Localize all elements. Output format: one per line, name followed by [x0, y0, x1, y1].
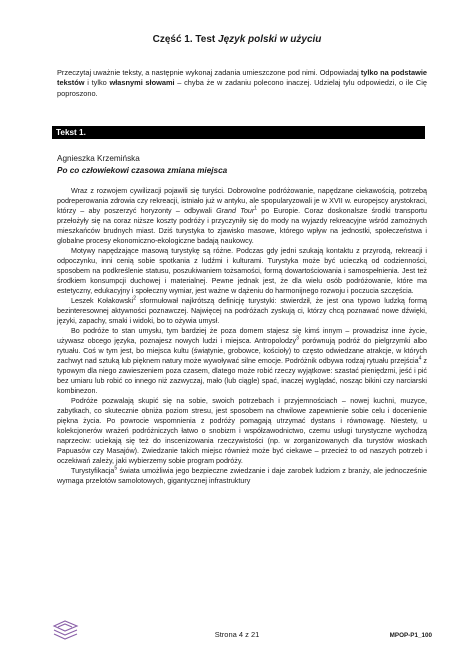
page-title — [0, 34, 474, 45]
page-number: Strona 4 z 21 — [214, 630, 260, 639]
paragraph-text: Podróże pozwalają skupić się na sobie, swoich potrzebach i przyjemnościach – nowej kuchni, muzyce, zabytkach, co skutecznie obniża poziom stresu, jest sposobem na chwilowe zapewnienie sobie celu i docenienie piękna życia. Po powrocie wspomnienia z podróży pomagają utrzymać dystans i równowagę. Niestety, u kolekcjonerów wrażeń podróżniczych łatwo o snobizm i współzawodnictwo, czemu usługi turystyczne wychodzą naprzeciw: uciekają się też do inscenizowania rzeczywistości (np. w zorganizowanych dla turystów wioskach Papuasów czy Masajów). Zwiedzanie takich miejsc również może być ciekawe – przecież to od naszych potrzeb i oczekiwań zależy, jaki wybierzemy sobie program podróży. — [57, 397, 427, 465]
paragraph-text: Bo podróże to stan umysłu, tym bardziej że poza domem stajesz się kimś innym – prowadzisz inne życie, używasz obcego języka, poznajesz nowych ludzi i miejsca. Antropolodzy — [57, 327, 427, 345]
paragraph — [57, 296, 427, 326]
footnote-ref: 5 — [114, 465, 118, 472]
paragraph — [57, 246, 427, 296]
footnote-ref: 2 — [133, 295, 136, 302]
title-part: Część 1. Test — [152, 34, 219, 45]
paragraph-text: sformułował najkrótszą definicję turystyki: stwierdził, że jest ona typowo ludzką formą bezinteresownej aktywności poznawczej. Najwięcej na podróżach zyskują ci, którzy chcą poznawać nowe dźwięki, języki, zapachy, smaki i widoki, bo to ożywia umysł. — [57, 297, 427, 325]
paragraph-text: z typowym dla niego zawieszeniem poza czasem, dlatego może robić rzeczy wyjątkowe: szastać pieniędzmi, jeść i pić bez umiaru lub robić co innego niż zazwyczaj, mało (lub ciągle) spać, inaczej wyglądać, nosząc bikini czy narciarski kombinezon. — [57, 357, 427, 395]
paragraph-text: po Europie. Coraz doskonalsze środki transportu przełożyły się na coraz niższe koszty podróży i przyczyniły się do mody na wyjazdy rekreacyjne wśród zamożnych mieszkańców brudnych miast. Dziś turystyka to zjawisko masowe, którego wpływ na jednostki, społeczeństwa i globalne procesy ekonomiczno-ekologiczne badają naukowcy. — [57, 207, 427, 245]
paragraph — [57, 326, 427, 396]
instructions-bold: tylko na podstawie tekstów — [57, 68, 427, 88]
footnote-ref: 4 — [418, 355, 422, 362]
article-body — [57, 186, 427, 486]
paragraph — [57, 396, 427, 466]
instructions-bold: własnymi słowami — [109, 78, 175, 88]
paragraph-text: Motywy napędzające masową turystykę są różne. Podczas gdy jedni szukają kontaktu z przyrodą, rekreacji i odpoczynku, inni cenią sobie spotkania z ludźmi i kulturami. Turystyka może być ucieczką od codzienności, sposobem na podkreślenie statusu, poszukiwaniem tożsamości, formą dowartościowania i samospełnienia. Jest też środkiem konsumpcji duchowej i materialnej. Pewne jednak jest, że dla wielu osób podróżowanie, które ma estetyczny, edukacyjny i społeczny wymiar, jest ważne w dążeniu do harmonijnego rozwoju i poczucia szczęścia. — [57, 247, 427, 295]
exam-code: MPOP-P1_100 — [389, 632, 432, 639]
author: Agnieszka Krzemińska — [57, 154, 140, 163]
paragraph-text: Leszek Kołakowski — [71, 297, 134, 305]
paragraph-text: Turystyfikacja — [71, 467, 115, 475]
paragraph — [57, 466, 427, 486]
paragraph-text: Wraz z rozwojem cywilizacji pojawili się turyści. Dobrowolne podróżowanie, napędzane ciekawością, potrzebą podreperowania zdrowia czy rekreacji, istniało już w antyku, ale spopularyzowali je w XVII w. europejscy arystokraci, którzy – aby poszerzyć horyzonty – odbywali — [57, 187, 427, 215]
instructions — [57, 68, 427, 99]
instructions-text: i tylko — [84, 78, 110, 88]
text-header: Tekst 1. — [52, 126, 425, 139]
paragraph — [57, 186, 427, 246]
paragraph-text: porównują podróż do pielgrzymki albo rytuału. Coś w tym jest, bo miejsca kultu (świątynie, grobowce, kościoły) to często odwiedzane atrakcje, w których zachwyt nad sztuką lub pięknem natury może wywoływać silne emocje. Podróżnik odbywa rodzaj rytuału przejścia — [57, 337, 428, 365]
instructions-text: Przeczytaj uważnie teksty, a następnie wykonaj zadania umieszczone pod nimi. Odpowiadaj — [57, 68, 361, 77]
paragraph-italic: Grand Tour — [216, 207, 255, 215]
paragraph-text: świata umożliwia jego bezpieczne zwiedzanie i daje zarobek ludziom z branży, ale jednocześnie wymaga przelotów samolotowych, gigantycznej infrastruktury — [57, 467, 427, 485]
footnote-ref: 1 — [254, 205, 258, 212]
title-subject: Język polski w użyciu — [218, 34, 322, 45]
footnote-ref: 3 — [296, 335, 299, 342]
instructions-text: – chyba że w zadaniu polecono inaczej. Udzielaj tylu odpowiedzi, o ile Cię poproszono. — [57, 78, 427, 98]
article-title: Po co człowiekowi czasowa zmiana miejsca — [57, 166, 228, 175]
